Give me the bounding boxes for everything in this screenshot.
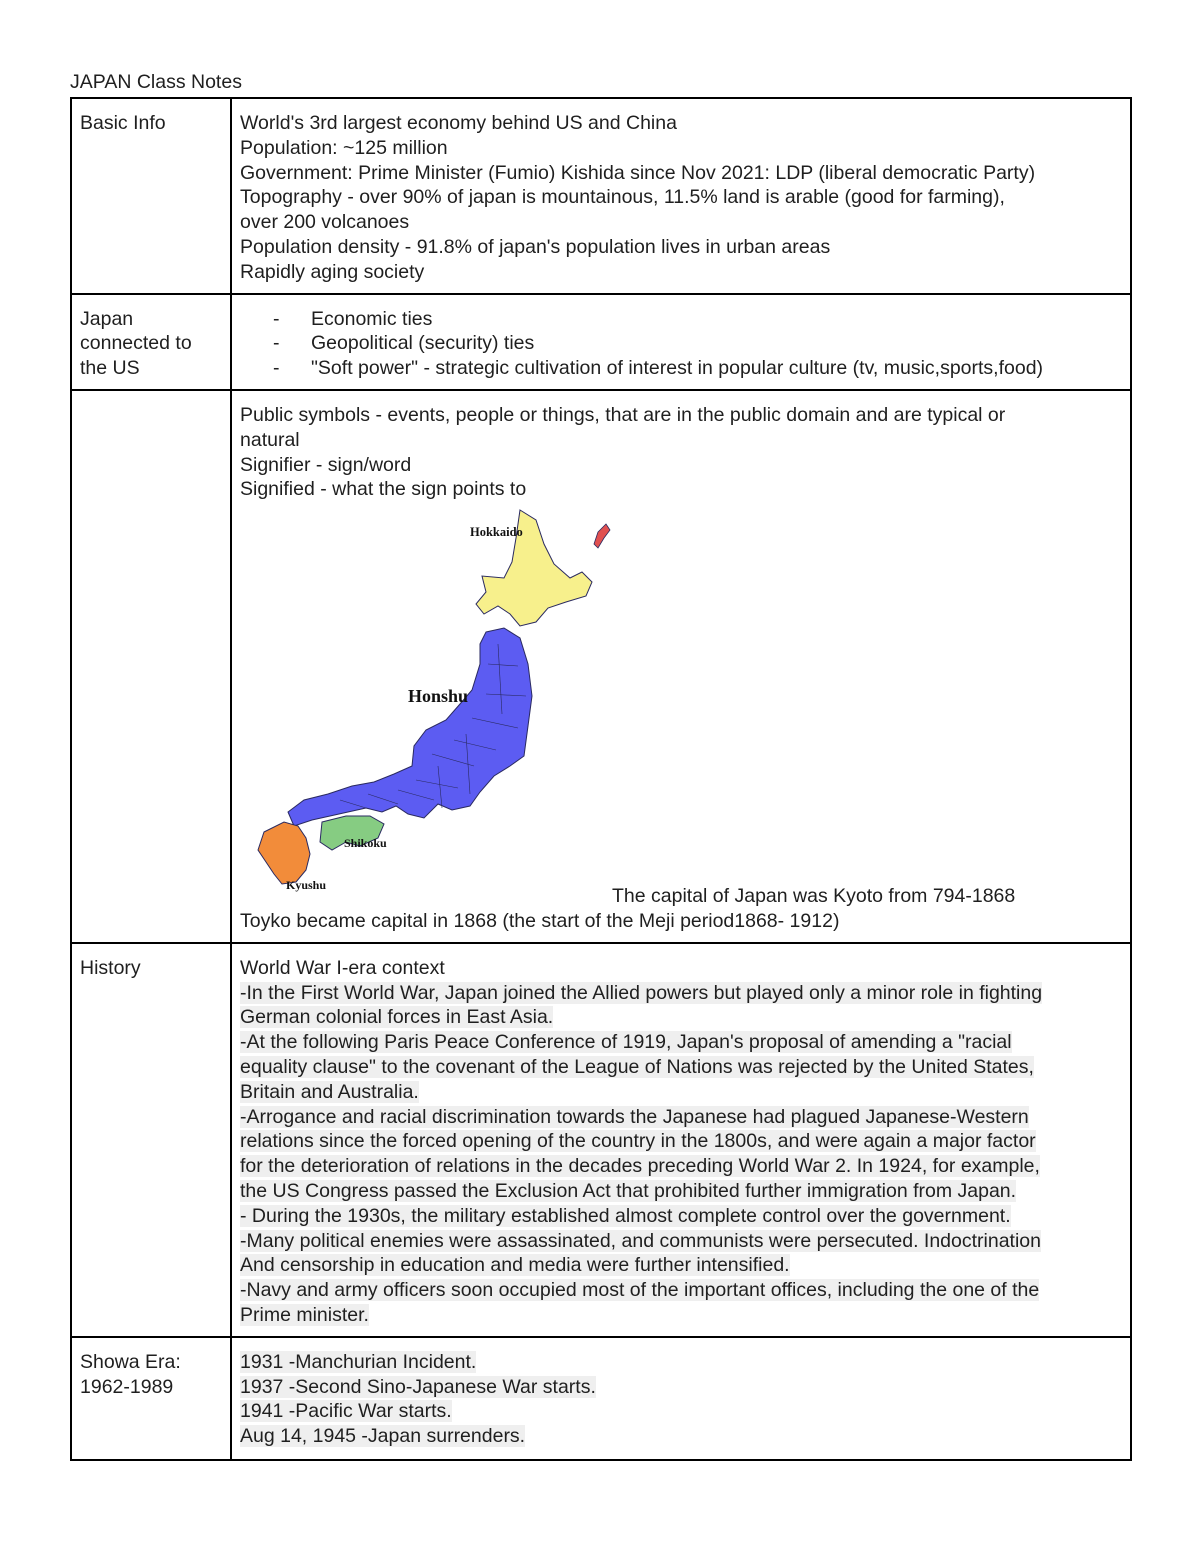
list-item-text: "Soft power" - strategic cultivation of interest in popular culture (tv, music,sports,food) [311,357,1044,380]
kuril-islands [594,524,610,548]
basic-info-label: Basic Info [80,112,166,134]
list-item-text: Geopolitical (security) ties [311,332,535,355]
history-line: -Arrogance and racial discrimination towards the Japanese had plagued Japanese-Western [240,1105,1029,1128]
history-line: -Many political enemies were assassinated, and communists were persecuted. Indoctrination [240,1229,1041,1252]
symbols-line: natural [240,428,300,451]
basic-info-line: Rapidly aging society [240,260,425,283]
symbols-label-cell [71,390,231,943]
kyushu-region [258,822,310,884]
symbols-line: Signified - what the sign points to [240,478,527,501]
kyushu-label: Kyushu [286,878,327,893]
capital-tokyo-note: Toyko became capital in 1868 (the start of the Meji period1868- 1912) [240,909,840,932]
basic-info-label-cell [71,98,231,294]
list-item [240,356,1122,381]
japan-map [248,504,618,893]
shikoku-label: Shikoku [344,836,387,851]
history-line: -In the First World War, Japan joined the Allied powers but played only a minor role in fighting [240,981,1043,1004]
basic-info-line: Population density - 91.8% of japan's population lives in urban areas [240,235,831,258]
symbols-line: Public symbols - events, people or things, that are in the public domain and are typical or [240,403,1006,426]
symbols-content [231,390,1131,943]
basic-info-line: Population: ~125 million [240,136,448,159]
us-connection-content [231,294,1131,390]
basic-info-line: Government: Prime Minister (Fumio) Kishida since Nov 2021: LDP (liberal democratic Party) [240,161,1036,184]
showa-label-line: 1962-1989 [80,1375,174,1398]
history-line: equality clause" to the covenant of the League of Nations was rejected by the United States, [240,1055,1034,1078]
japan-map-container [240,504,1122,893]
basic-info-line: Topography - over 90% of japan is mountainous, 11.5% land is arable (good for farming), [240,186,1005,209]
history-label-cell [71,943,231,1337]
row-basic-info [71,98,1131,294]
row-history [71,943,1131,1337]
history-line: Prime minister. [240,1303,369,1326]
showa-event: 1931 -Manchurian Incident. [240,1350,477,1373]
us-connection-label-cell [71,294,231,390]
history-line: Britain and Australia. [240,1080,419,1103]
notes-table [70,97,1132,1461]
list-item-text: Economic ties [311,307,433,330]
row-symbols [71,390,1131,943]
basic-info-content [231,98,1131,294]
us-connection-label-line: the US [80,357,140,380]
row-showa-era [71,1337,1131,1460]
hokkaido-label: Hokkaido [470,525,523,540]
showa-event: Aug 14, 1945 -Japan surrenders. [240,1425,526,1448]
list-item [240,331,1122,356]
history-line: the US Congress passed the Exclusion Act that prohibited further immigration from Japan. [240,1179,1017,1202]
us-connection-label-line: Japan [80,307,134,330]
basic-info-line: over 200 volcanoes [240,211,410,234]
showa-label-line: Showa Era: [80,1350,181,1373]
showa-event: 1937 -Second Sino-Japanese War starts. [240,1375,596,1398]
history-line: for the deterioration of relations in the decades preceding World War 2. In 1924, for example, [240,1155,1040,1178]
honshu-label: Honshu [408,686,469,707]
history-line: And censorship in education and media were further intensified. [240,1254,790,1277]
dash-bullet: - [273,307,280,330]
history-label: History [80,956,141,979]
document-title: JAPAN Class Notes [70,71,242,93]
history-line: -Navy and army officers soon occupied most of the important offices, including the one of the [240,1279,1040,1302]
row-us-connection [71,294,1131,390]
capital-kyoto-note: The capital of Japan was Kyoto from 794-1868 [612,885,1016,908]
history-line: -At the following Paris Peace Conference of 1919, Japan's proposal of amending a "racial [240,1031,1012,1054]
dash-bullet: - [273,357,280,380]
showa-content [231,1337,1131,1460]
honshu-region [288,628,532,826]
list-item [240,307,1122,332]
history-heading: World War I-era context [240,956,445,979]
showa-label-cell [71,1337,231,1460]
symbols-line: Signifier - sign/word [240,453,412,476]
history-line: relations since the forced opening of the country in the 1800s, and were again a major factor [240,1130,1036,1153]
us-connection-label-line: connected to [80,332,192,355]
basic-info-line: World's 3rd largest economy behind US and China [240,112,677,134]
history-line: - During the 1930s, the military established almost complete control over the government. [240,1204,1011,1227]
history-content [231,943,1131,1337]
showa-event: 1941 -Pacific War starts. [240,1400,452,1423]
history-line: German colonial forces in East Asia. [240,1006,554,1029]
us-connection-list [240,307,1122,381]
dash-bullet: - [273,332,280,355]
